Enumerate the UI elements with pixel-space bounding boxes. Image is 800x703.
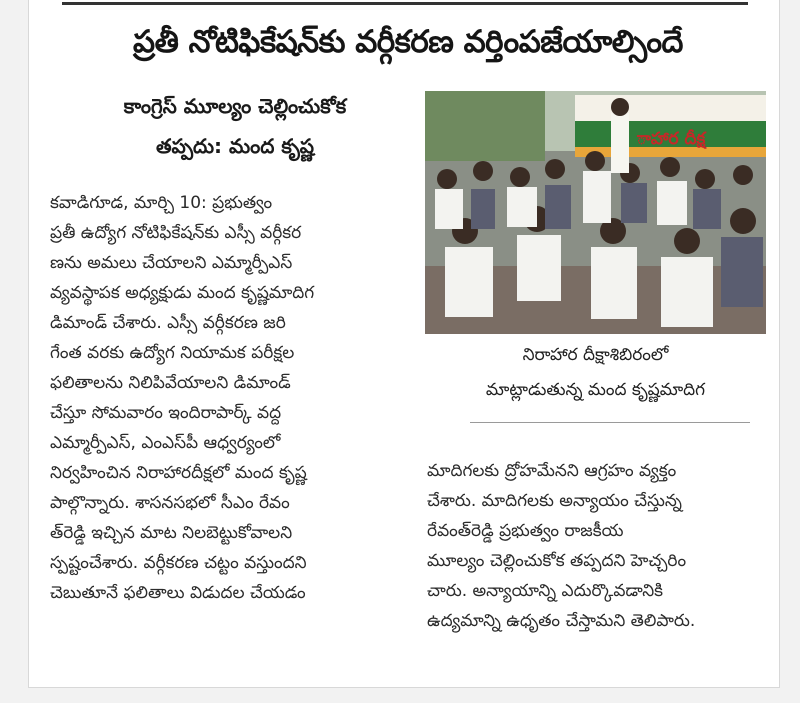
body-line: చెబుతూనే ఫలితాలు విడుదల చేయడం xyxy=(50,583,306,603)
body-line: ణను అమలు చేయాలని ఎమ్మార్పీఎస్ xyxy=(50,253,293,273)
body-column-left xyxy=(50,188,398,608)
body-line: కవాడిగూడ, మార్చి 10: ప్రభుత్వం xyxy=(50,193,273,213)
body-line: ఫలితాలను నిలిపివేయాలని డిమాండ్ xyxy=(50,373,291,393)
body-line: నిర్వహించిన నిరాహారదీక్షలో మంద కృష్ణ xyxy=(50,463,307,483)
subheading-line-1: కాంగ్రెస్ మూల్యం చెల్లించుకోక xyxy=(123,94,347,118)
body-line: డిమాండ్ చేశారు. ఎస్సీ వర్గీకరణ జరి xyxy=(50,313,286,333)
photo-caption-line-2: మాట్లాడుతున్న మంద కృష్ణమాదిగ xyxy=(485,380,706,400)
body-line: రేవంత్‌రెడ్డి ప్రభుత్వం రాజకీయ xyxy=(427,521,624,541)
body-line: త్‌రెడ్డి ఇచ్చిన మాట నిలబెట్టుకోవాలని xyxy=(50,523,293,543)
subheading-line-2: తప్పదు: మంద కృష్ణ xyxy=(155,134,315,158)
news-photo xyxy=(425,91,766,334)
body-line: స్పష్టంచేశారు. వర్గీకరణ చట్టం వస్తుందని xyxy=(50,553,307,573)
banner-text: ాహార దీక్ష xyxy=(636,129,706,149)
top-rule xyxy=(62,2,748,5)
protest-photo-illustration xyxy=(425,91,766,334)
body-column-right xyxy=(427,456,763,636)
body-line: గేంత వరకు ఉద్యోగ నియామక పరీక్షల xyxy=(50,343,295,363)
headline: ప్రతీ నోటిఫికేషన్‌కు వర్గీకరణ వర్తింపజేయాల్సిందే xyxy=(133,24,683,60)
body-line: వ్యవస్థాపక అధ్యక్షుడు మంద కృష్ణమాదిగ xyxy=(50,283,315,303)
body-line: చేశారు. మాదిగలకు అన్యాయం చేస్తున్న xyxy=(427,491,682,511)
caption-divider xyxy=(470,422,750,423)
body-line: ప్రతీ ఉద్యోగ నోటిఫికేషన్‌కు ఎస్సీ వర్గీకర xyxy=(50,223,302,243)
body-line: ఉద్యమాన్ని ఉధృతం చేస్తామని తెలిపారు. xyxy=(427,611,696,631)
body-line: చేస్తూ సోమవారం ఇందిరాపార్క్ వద్ద xyxy=(50,403,282,423)
photo-caption-line-1: నిరాహార దీక్షాశిబిరంలో xyxy=(522,345,669,365)
body-line: చారు. అన్యాయాన్ని ఎదుర్కొవడానికి xyxy=(427,581,664,601)
body-line: మూల్యం చెల్లించుకోక తప్పదని హెచ్చరిం xyxy=(427,551,687,571)
body-line: ఎమ్మార్పీఎస్, ఎంఎస్‌పీ ఆధ్వర్యంలో xyxy=(50,433,281,453)
body-line: మాదిగలకు ద్రోహమేనని ఆగ్రహం వ్యక్తం xyxy=(427,461,677,481)
body-line: పాల్గొన్నారు. శాసనసభలో సీఎం రేవం xyxy=(50,493,290,513)
